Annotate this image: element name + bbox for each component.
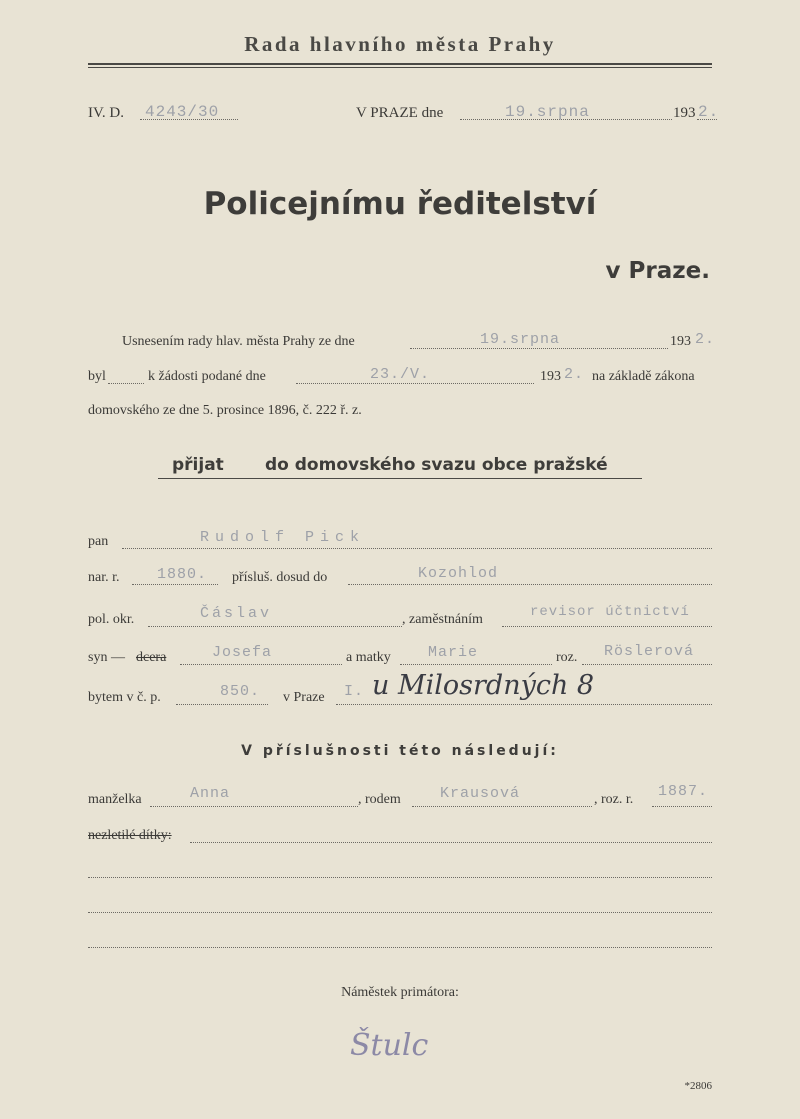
- address-line: [336, 704, 712, 705]
- wife-label: manželka: [88, 792, 142, 807]
- wife-birth-label: , rodem: [358, 792, 401, 807]
- belong-label: přísluš. dosud do: [232, 570, 328, 585]
- header-rule-top: [88, 63, 712, 65]
- children-label: nezletilé dítky:: [88, 828, 172, 843]
- resolution-date: 19.srpna: [480, 331, 561, 348]
- district-line: [148, 626, 402, 627]
- handwritten-street: u Milosrdných 8: [372, 670, 595, 701]
- request-year-digit: 2.: [564, 366, 585, 383]
- district-value: Čáslav: [200, 605, 273, 622]
- legal-basis-label: na základě zákona: [592, 369, 695, 384]
- house-number-line: [176, 704, 268, 705]
- mother-label: a matky: [346, 650, 391, 665]
- decision-text: do domovského svazu obce pražské: [265, 455, 608, 475]
- belong-place: Kozohlod: [418, 565, 499, 582]
- resolution-date-line: [410, 348, 668, 349]
- mother-maiden-name: Röslerová: [604, 643, 695, 660]
- signature-label: Náměstek primátora:: [341, 985, 459, 1000]
- reference-date: 19.srpna: [505, 103, 590, 121]
- addressee-city: v Praze.: [605, 258, 710, 284]
- children-line-1: [190, 842, 712, 843]
- father-line: [180, 664, 342, 665]
- request-date-line: [296, 383, 534, 384]
- maiden-line: [582, 664, 712, 665]
- children-line-4: [88, 947, 712, 948]
- law-reference: domovského ze dne 5. prosince 1896, č. 222 ř. z.: [88, 403, 362, 418]
- addressee-title: Policejnímu ředitelství: [203, 186, 597, 222]
- house-number: 850.: [220, 683, 261, 700]
- request-label: k žádosti podané dne: [148, 369, 266, 384]
- son-label: syn —: [88, 650, 125, 665]
- resolution-year-prefix: 193: [670, 334, 691, 349]
- byl-line: [108, 383, 144, 384]
- children-line-3: [88, 912, 712, 913]
- wife-maiden-name: Krausová: [440, 785, 521, 802]
- in-prague-label: v Praze: [283, 690, 325, 705]
- born-label: nar. r.: [88, 570, 120, 585]
- residence-label: bytem v č. p.: [88, 690, 161, 705]
- belong-line: [348, 584, 712, 585]
- mother-name: Marie: [428, 644, 479, 661]
- mother-line: [400, 664, 552, 665]
- request-year-prefix: 193: [540, 369, 561, 384]
- occupation-label: , zaměstnáním: [402, 612, 483, 627]
- reference-number: 4243/30: [145, 103, 220, 121]
- wife-year: 1887.: [658, 783, 709, 800]
- person-name: Rudolf Pick: [200, 529, 366, 546]
- resolution-text: Usnesením rady hlav. města Prahy ze dne: [122, 334, 355, 349]
- maiden-label: roz.: [556, 650, 578, 665]
- wife-year-line: [652, 806, 712, 807]
- daughter-label: dcera: [136, 650, 167, 665]
- born-line: [132, 584, 218, 585]
- reference-prefix: IV. D.: [88, 105, 124, 121]
- wife-maiden-line: [412, 806, 592, 807]
- father-name: Josefa: [212, 644, 273, 661]
- name-line: [122, 548, 712, 549]
- accepted-word: přijat: [172, 455, 224, 475]
- place-date-label: V PRAZE dne: [356, 105, 444, 121]
- occupation-line: [502, 626, 712, 627]
- dependents-heading: V příslušnosti této následují:: [241, 743, 559, 759]
- pan-label: pan: [88, 534, 109, 549]
- signature: Štulc: [350, 1028, 429, 1063]
- resolution-year-digit: 2.: [695, 331, 716, 348]
- wife-year-label: , roz. r.: [594, 792, 634, 807]
- form-number: *2806: [684, 1080, 712, 1092]
- children-line-2: [88, 877, 712, 878]
- decision-underline: [158, 478, 642, 479]
- wife-name: Anna: [190, 785, 231, 802]
- district-number: I.: [344, 683, 365, 700]
- reference-year-prefix: 193: [673, 105, 696, 121]
- district-label: pol. okr.: [88, 612, 135, 627]
- byl-label: byl: [88, 369, 106, 384]
- issuer-header: Rada hlavního města Prahy: [244, 32, 556, 56]
- header-rule-bottom: [88, 67, 712, 68]
- occupation-value: revisor účtnictví: [530, 604, 690, 620]
- wife-name-line: [150, 806, 358, 807]
- request-date: 23./V.: [370, 366, 431, 383]
- born-year: 1880.: [157, 566, 208, 583]
- reference-year-digit: 2.: [698, 103, 720, 121]
